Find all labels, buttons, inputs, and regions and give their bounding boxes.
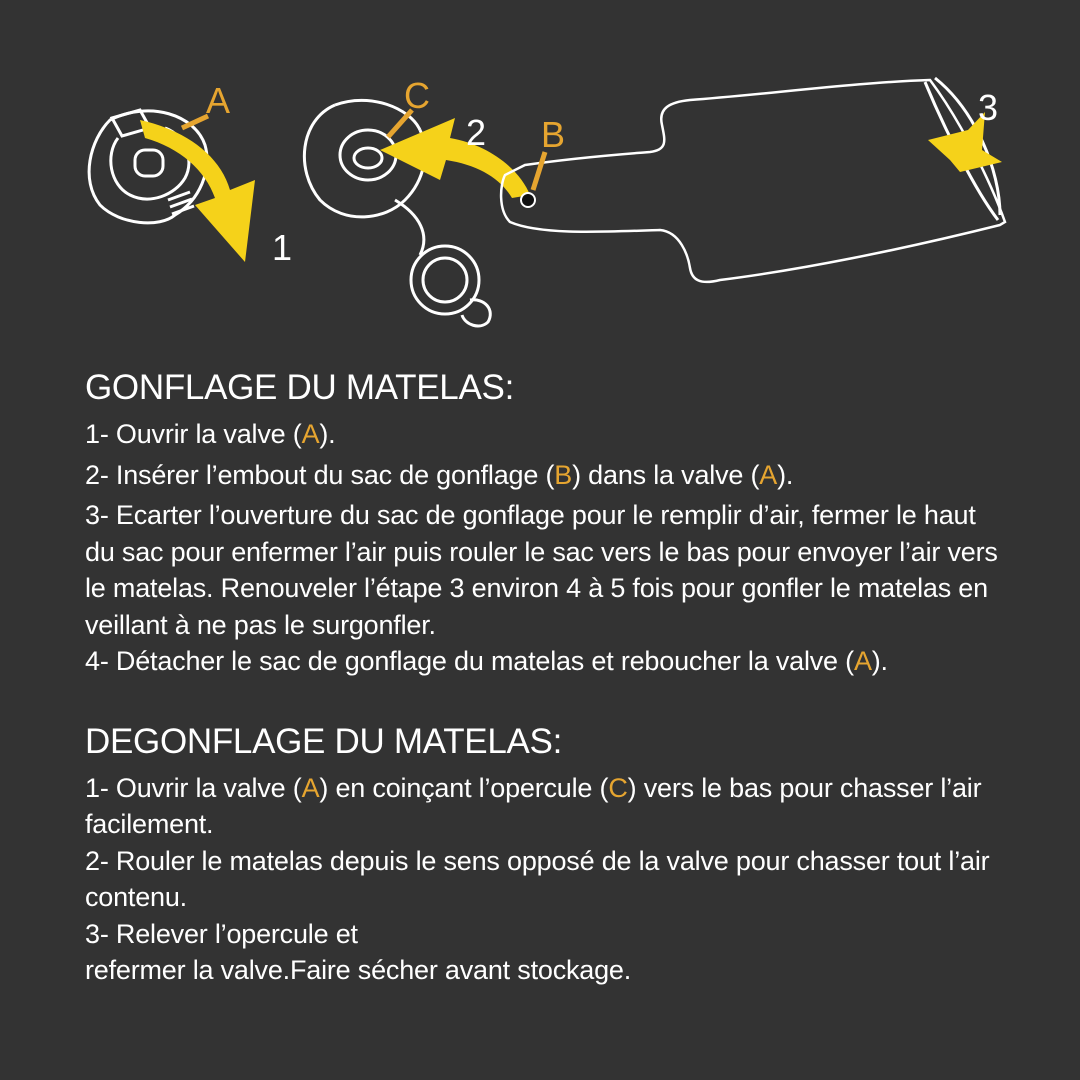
deflate-title: DEGONFLAGE DU MATELAS: [85, 721, 563, 761]
instruction-illustration [0, 0, 1080, 340]
inflate-step-1: 1- Ouvrir la valve (A). [85, 419, 336, 449]
deflate-step-1: 1- Ouvrir la valve (A) en coinçant l’opercule (C) vers le bas pour chasser l’air facilement. [85, 772, 982, 839]
yellow-arrow-icon [380, 118, 530, 198]
label-two: 2 [466, 112, 487, 153]
valve-cap-icon [304, 100, 490, 326]
deflate-step-2: 2- Rouler le matelas depuis le sens opposé de la valve pour chasser tout l’air contenu. [85, 845, 990, 912]
label-a: A [206, 80, 231, 121]
bag-nozzle-icon [521, 193, 535, 207]
label-b: B [541, 114, 566, 155]
inflate-step-2: 2- Insérer l’embout du sac de gonflage (B) dans la valve (A). [85, 459, 794, 490]
inflate-step-3: 3- Ecarter l’ouverture du sac de gonflage pour le remplir d’air, fermer le haut du sac pour enfermer l’air puis rouler le sac vers le bas pour envoyer l’air vers le matelas. Renouveler l’étape 3 environ 4 à 5 fois pour gonfler le matelas en veillant à ne pas le surgonfler. [85, 500, 998, 640]
label-c: C [404, 75, 430, 116]
label-one: 1 [272, 227, 293, 268]
label-three: 3 [978, 87, 999, 128]
deflate-step-3: 3- Relever l’opercule et refermer la valve.Faire sécher avant stockage. [85, 918, 632, 985]
inflation-bag-icon [501, 78, 1005, 282]
inflate-step-4: 4- Détacher le sac de gonflage du matelas et reboucher la valve (A). [85, 646, 888, 676]
instructions-text [85, 366, 1005, 989]
inflate-title: GONFLAGE DU MATELAS: [85, 368, 514, 407]
